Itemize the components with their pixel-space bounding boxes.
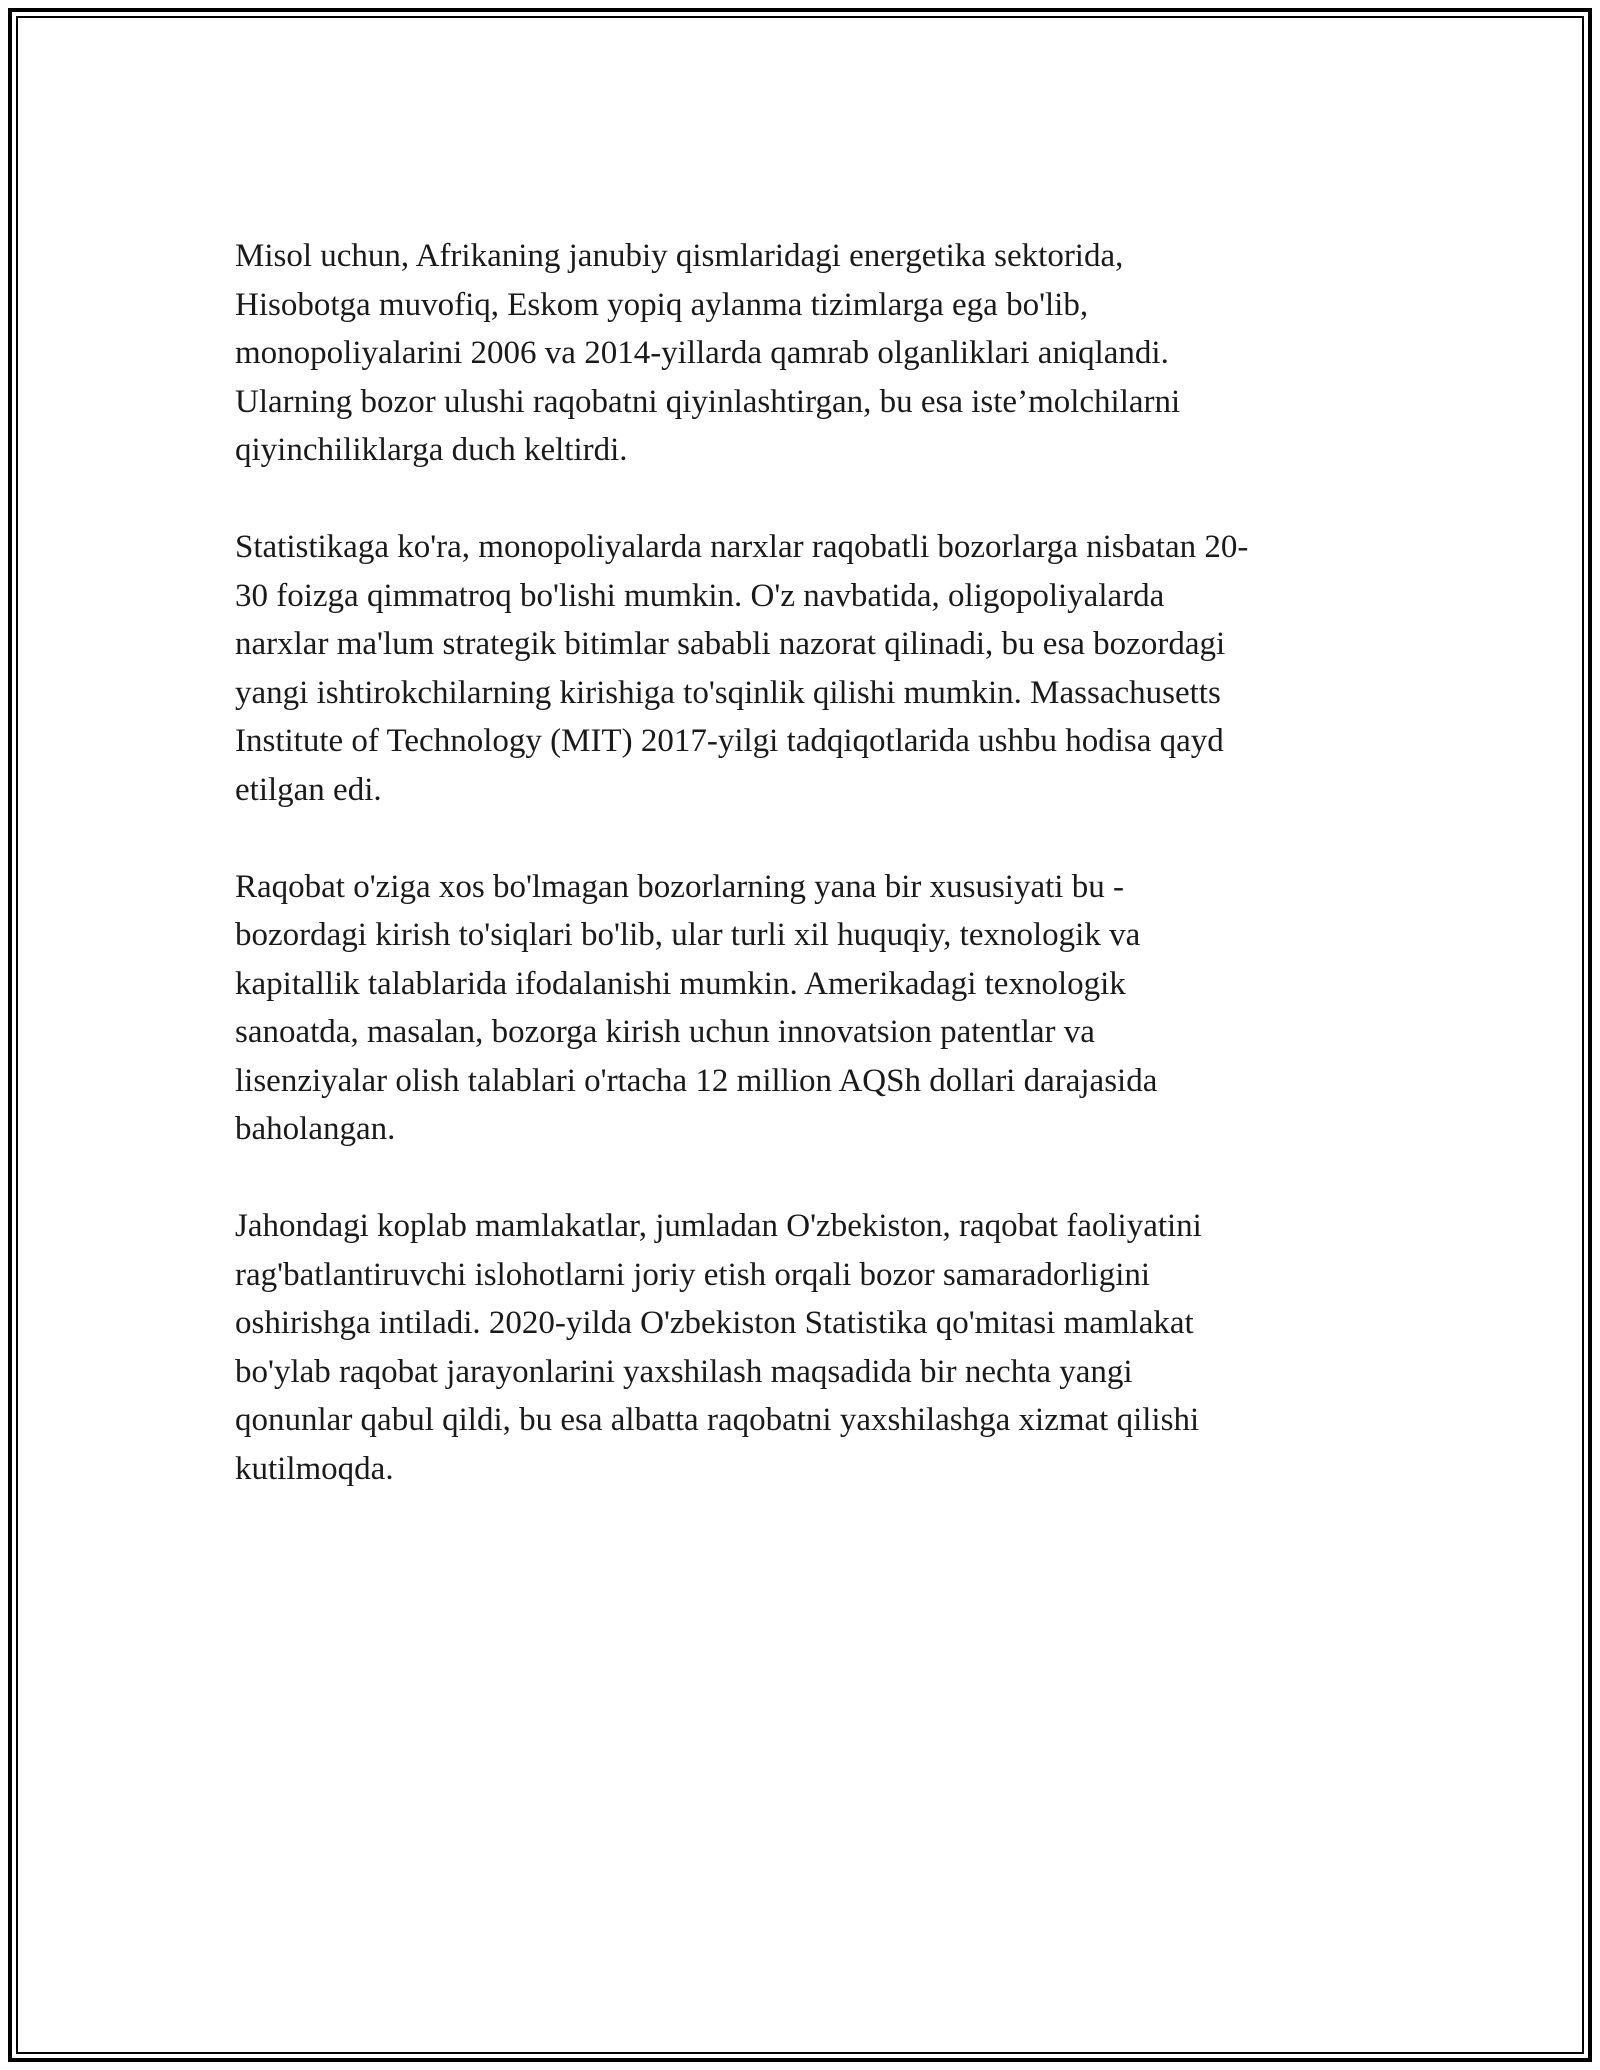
text-line: bo'ylab raqobat jarayonlarini yaxshilash maqsadida bir nechta yangi	[235, 1353, 1133, 1390]
paragraph-1	[235, 232, 1385, 475]
text-line: bozordagi kirish to'siqlari bo'lib, ular turli xil huquqiy, texnologik va	[235, 917, 1141, 953]
text-line: Jahondagi koplab mamlakatlar, jumladan O'zbekiston, raqobat faoliyatini	[235, 1208, 1202, 1244]
text-line: Ularning bozor ulushi raqobatni qiyinlashtirgan, bu esa iste’molchilarni	[235, 383, 1181, 420]
text-line: qiyinchiliklarga duch keltirdi.	[235, 432, 628, 468]
text-line: etilgan edi.	[235, 771, 382, 808]
document-body	[235, 232, 1385, 1542]
text-line: narxlar ma'lum strategik bitimlar sababli nazorat qilinadi, bu esa bozordagi	[235, 626, 1226, 662]
text-line: kapitallik talablarida ifodalanishi mumkin. Amerikadagi texnologik	[235, 965, 1126, 1002]
text-line: Statistikaga ko'ra, monopoliyalarda narxlar raqobatli bozorlarga nisbatan 20-	[235, 529, 1249, 565]
text-line: Misol uchun, Afrikaning janubiy qismlaridagi energetika sektorida,	[235, 238, 1124, 274]
text-line: 30 foizga qimmatroq bo'lishi mumkin. O'z navbatida, oligopoliyalarda	[235, 577, 1165, 614]
text-line: lisenziyalar olish talablari o'rtacha 12 million AQSh dollari darajasida	[235, 1062, 1158, 1099]
text-line: Raqobat o'ziga xos bo'lmagan bozorlarning yana bir xususiyati bu -	[235, 868, 1124, 905]
paragraph-2	[235, 523, 1385, 814]
text-line: baholangan.	[235, 1111, 396, 1147]
text-line: sanoatda, masalan, bozorga kirish uchun innovatsion patentlar va	[235, 1014, 1095, 1050]
text-line: monopoliyalarini 2006 va 2014-yillarda qamrab olganliklari aniqlandi.	[235, 335, 1169, 371]
paragraph-4	[235, 1202, 1385, 1493]
text-line: qonunlar qabul qildi, bu esa albatta raqobatni yaxshilashga xizmat qilishi	[235, 1402, 1200, 1438]
text-line: yangi ishtirokchilarning kirishiga to'sqinlik qilishi mumkin. Massachusetts	[235, 674, 1221, 711]
text-line: oshirishga intiladi. 2020-yilda O'zbekiston Statistika qo'mitasi mamlakat	[235, 1305, 1194, 1341]
paragraph-3	[235, 863, 1385, 1154]
text-line: Hisobotga muvofiq, Eskom yopiq aylanma tizimlarga ega bo'lib,	[235, 286, 1089, 323]
text-line: kutilmoqda.	[235, 1450, 394, 1487]
text-line: Institute of Technology (MIT) 2017-yilgi tadqiqotlarida ushbu hodisa qayd	[235, 723, 1224, 759]
text-line: rag'batlantiruvchi islohotlarni joriy etish orqali bozor samaradorligini	[235, 1256, 1151, 1293]
